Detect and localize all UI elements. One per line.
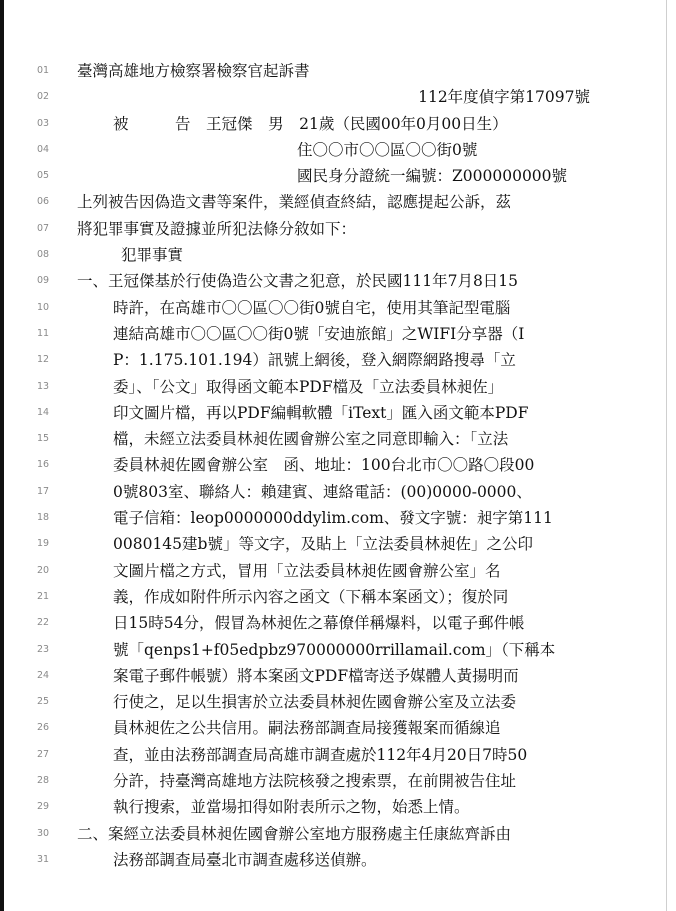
case-number: 112年度偵字第17097號 [418, 88, 590, 107]
body-text: 日15時54分，假冒為林昶佐之幕僚佯稱爆料，以電子郵件帳 [113, 614, 525, 633]
line-number: 22 [37, 617, 50, 629]
body-text: 電子信箱：leop0000000ddylim.com、發文字號：昶字第111 [113, 509, 553, 528]
doc-line [0, 663, 666, 689]
line-number: 09 [37, 275, 50, 287]
indictment-document [0, 58, 666, 873]
line-number: 06 [37, 196, 50, 208]
line-number: 02 [37, 91, 50, 103]
body-text: 法務部調查局臺北市調查處移送偵辦。 [113, 850, 377, 869]
body-text: 執行搜索，並當場扣得如附表所示之物，始悉上情。 [113, 798, 470, 817]
doc-line [0, 742, 666, 768]
defendant-birth: （民國00年0月00日生） [334, 114, 508, 133]
doc-line [0, 347, 666, 373]
body-text: 上列被告因偽造文書等案件，業經偵查終結，認應提起公訴，茲 [77, 193, 512, 212]
doc-line [0, 479, 666, 505]
line-number: 18 [37, 512, 50, 524]
doc-line [0, 400, 666, 426]
body-text: 義，作成如附件所示內容之函文（下稱本案函文）；復於同 [113, 587, 509, 606]
doc-line [0, 610, 666, 636]
line-number: 10 [37, 301, 50, 313]
doc-line [0, 189, 666, 215]
line-number: 23 [37, 643, 50, 655]
line-number: 01 [37, 65, 50, 76]
body-text: 將犯罪事實及證據並所犯法條分敘如下： [77, 219, 357, 238]
doc-line [0, 584, 666, 610]
body-text: 文圖片檔之方式，冒用「立法委員林昶佐國會辦公室」名 [113, 561, 501, 580]
doc-line [0, 137, 666, 163]
body-text: P：1.175.101.194）訊號上網後，登入網際網路搜尋「立 [113, 351, 516, 370]
doc-line [0, 637, 666, 663]
line-number: 07 [37, 222, 50, 234]
doc-line [0, 452, 666, 478]
document-title: 臺灣高雄地方檢察署檢察官起訴書 [77, 62, 310, 80]
defendant-name: 王冠傑 [206, 114, 253, 133]
line-number: 13 [37, 380, 50, 392]
line-number: 15 [37, 433, 50, 445]
body-text: 案電子郵件帳號）將本案函文PDF檔寄送予媒體人黃揚明而 [113, 666, 519, 685]
body-text: 時許，在高雄市〇〇區〇〇街0號自宅，使用其筆記型電腦 [113, 298, 511, 317]
line-number: 16 [37, 459, 50, 471]
line-number: 14 [37, 406, 50, 418]
doc-line [0, 84, 666, 110]
line-number: 05 [37, 170, 50, 182]
body-text: 委員林昶佐國會辦公室 函、地址：100台北市〇〇路〇段00 [113, 456, 535, 475]
body-text: 印文圖片檔，再以PDF編輯軟體「iText」匯入函文範本PDF [113, 403, 529, 422]
body-text: 員林昶佐之公共信用。嗣法務部調查局接獲報案而循線追 [113, 719, 501, 738]
body-text: 二、案經立法委員林昶佐國會辦公室地方服務處主任康紘齊訴由 [77, 824, 512, 843]
line-number: 30 [37, 827, 50, 839]
body-text: 號「qenps1+f05edpbz970000000rrillamail.com」（下稱本 [113, 640, 556, 659]
doc-line [0, 163, 666, 189]
doc-line [0, 58, 666, 84]
body-text: 連結高雄市〇〇區〇〇街0號「安迪旅館」之WIFI分享器（I [113, 324, 525, 343]
line-number: 24 [37, 669, 50, 681]
line-number: 08 [37, 249, 50, 261]
section-heading: 犯罪事實 [121, 246, 184, 265]
defendant-age: 21歲 [299, 114, 335, 133]
line-number: 28 [37, 775, 50, 787]
body-text: 分許，持臺灣高雄地方法院核發之搜索票，在前開被告住址 [113, 772, 517, 791]
body-text: 檔，未經立法委員林昶佐國會辦公室之同意即輸入：「立法 [113, 430, 509, 449]
doc-line [0, 505, 666, 531]
defendant-sex: 男 [268, 114, 284, 133]
line-number: 27 [37, 748, 50, 760]
line-number: 25 [37, 696, 50, 708]
defendant-address: 住〇〇市〇〇區〇〇街0號 [297, 140, 478, 159]
page-right-edge [666, 0, 667, 911]
line-number: 26 [37, 722, 50, 734]
doc-line [0, 111, 666, 137]
line-number: 04 [37, 143, 50, 155]
doc-line [0, 374, 666, 400]
doc-line [0, 715, 666, 741]
body-text: 0號803室、聯絡人：賴建賓、連絡電話：(00)0000-0000、 [113, 482, 532, 501]
line-number: 20 [37, 564, 50, 576]
line-number: 03 [37, 117, 50, 129]
doc-line [0, 216, 666, 242]
doc-line [0, 847, 666, 873]
line-number: 19 [37, 538, 50, 550]
doc-line [0, 821, 666, 847]
doc-line [0, 295, 666, 321]
line-number: 17 [37, 485, 50, 497]
line-number: 11 [37, 327, 50, 339]
doc-line [0, 426, 666, 452]
defendant-line [113, 111, 508, 137]
doc-line [0, 689, 666, 715]
doc-line [0, 268, 666, 294]
line-number: 31 [37, 853, 50, 865]
line-number: 29 [37, 801, 50, 813]
body-text: 查，並由法務部調查局高雄市調查處於112年4月20日7時50 [113, 745, 528, 764]
doc-line [0, 242, 666, 268]
line-number: 12 [37, 354, 50, 366]
defendant-id: 國民身分證統一編號：Z000000000號 [297, 167, 568, 186]
doc-line [0, 321, 666, 347]
body-text: 0080145建b號」等文字，及貼上「立法委員林昶佐」之公印 [113, 535, 533, 554]
line-number: 21 [37, 590, 50, 602]
defendant-label: 被 告 [113, 114, 191, 133]
doc-line [0, 794, 666, 820]
body-text: 委」、「公文」取得函文範本PDF檔及「立法委員林昶佐」 [113, 377, 504, 396]
body-text: 一、王冠傑基於行使偽造公文書之犯意，於民國111年7月8日15 [77, 272, 519, 291]
doc-line [0, 531, 666, 557]
body-text: 行使之，足以生損害於立法委員林昶佐國會辦公室及立法委 [113, 693, 517, 712]
doc-line [0, 558, 666, 584]
doc-line [0, 768, 666, 794]
